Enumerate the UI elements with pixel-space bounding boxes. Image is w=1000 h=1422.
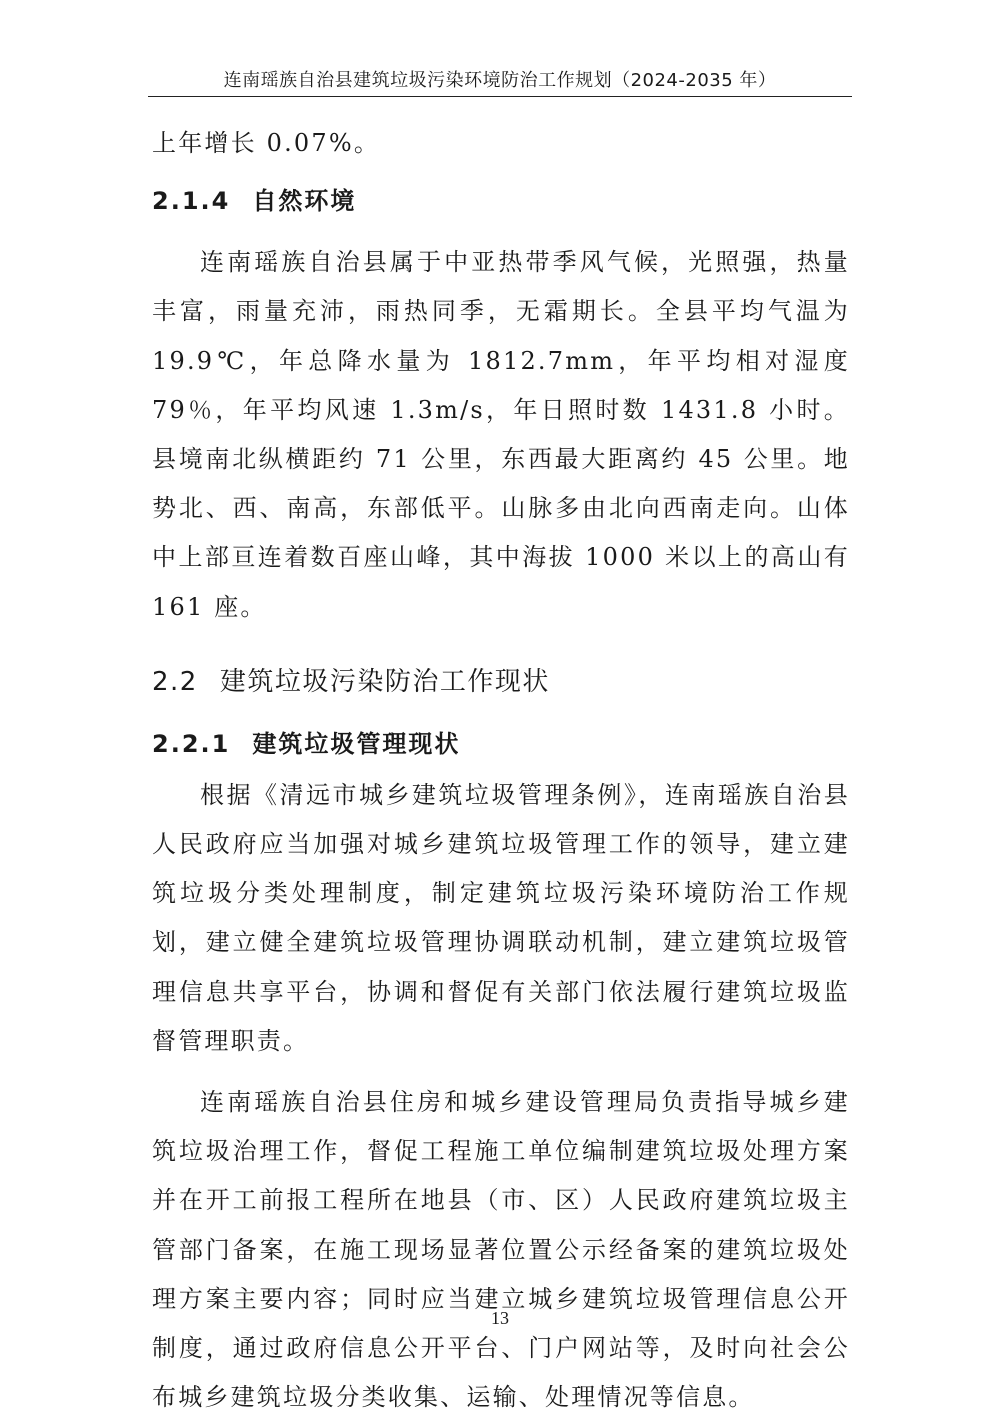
- continuation-text: 上年增长 0.07%。: [152, 129, 381, 157]
- paragraph-natural-environment: 连南瑶族自治县属于中亚热带季风气候，光照强，热量丰富，雨量充沛，雨热同季，无霜期长。全县平均气温为 19.9℃，年总降水量为 1812.7mm，年平均相对湿度 79％，年平均风速 1.3m/s，年日照时数 1431.8 小时。县境南北纵横距约 71 公里，东西最大距离约 45 公里。地势北、西、南高，东部低平。山脉多由北向西南走向。山体中上部亘连着数百座山峰，其中海拔 1000 米以上的高山有 161 座。: [152, 248, 850, 621]
- heading-2-2-1: [152, 729, 850, 759]
- heading-title: 自然环境: [252, 187, 357, 216]
- page-number: 13: [491, 1308, 509, 1328]
- heading-title: 建筑垃圾管理现状: [252, 729, 461, 758]
- heading-2-2: [152, 665, 850, 699]
- heading-number: 2.2: [152, 666, 198, 697]
- heading-number: 2.1.4: [152, 187, 231, 216]
- running-header: 连南瑶族自治县建筑垃圾污染环境防治工作规划（2024-2035 年）: [223, 70, 777, 91]
- page-body: [152, 119, 850, 1422]
- heading-number: 2.2.1: [152, 729, 231, 758]
- paragraph-management-2: 连南瑶族自治县住房和城乡建设管理局负责指导城乡建筑垃圾治理工作，督促工程施工单位编制建筑垃圾处理方案并在开工前报工程所在地县（市、区）人民政府建筑垃圾主管部门备案，在施工现场显著位置公示经备案的建筑垃圾处理方案主要内容；同时应当建立城乡建筑垃圾管理信息公开制度，通过政府信息公开平台、门户网站等，及时向社会公布城乡建筑垃圾分类收集、运输、处理情况等信息。: [152, 1088, 850, 1412]
- paragraph-management-1: 根据《清远市城乡建筑垃圾管理条例》，连南瑶族自治县人民政府应当加强对城乡建筑垃圾管理工作的领导，建立建筑垃圾分类处理制度，制定建筑垃圾污染环境防治工作规划，建立健全建筑垃圾管理协调联动机制，建立建筑垃圾管理信息共享平台，协调和督促有关部门依法履行建筑垃圾监督管理职责。: [152, 780, 850, 1055]
- heading-2-1-4: [152, 186, 850, 216]
- header-rule: [148, 96, 852, 97]
- heading-title: 建筑垃圾污染防治工作现状: [219, 666, 550, 697]
